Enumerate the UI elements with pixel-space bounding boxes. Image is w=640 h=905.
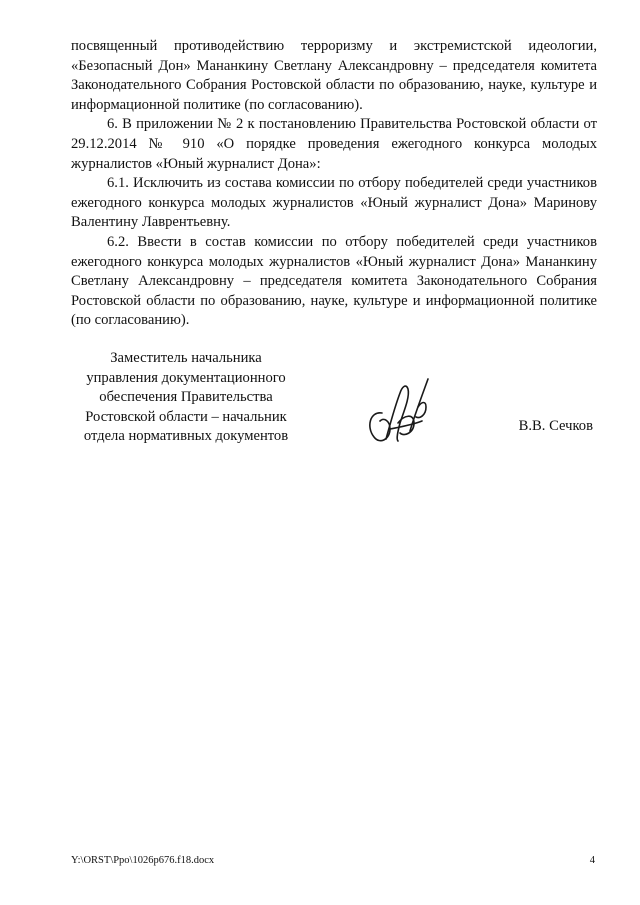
signatory-title-line: управления документационного [86, 369, 286, 386]
signatory-name: В.В. Сечков [518, 418, 593, 434]
signatory-title-line: отдела нормативных документов [83, 428, 289, 445]
document-body [71, 37, 597, 331]
paragraph-continuation: посвященный противодействию терроризму и экстремистской идеологии, «Безопасный Дон» Мананкину Светлану Александровну – председателя комитета Законодательного Собрания Ростовской области по образованию, науке, культуре и информационной политике (по согласованию). [71, 38, 597, 113]
paragraph-item-6: 6. В приложении № 2 к постановлению Правительства Ростовской области от 29.12.2014 № 910 «О порядке проведения ежегодного конкурса молодых журналистов «Юный журналист Дона»: [71, 116, 597, 172]
page-number: 4 [589, 855, 595, 866]
signatory-title-line: Заместитель начальника [110, 350, 262, 366]
signatory-title [66, 349, 306, 447]
signatory-title-line: обеспечения Правительства [99, 389, 273, 406]
paragraph-item-6-2: 6.2. Ввести в состав комиссии по отбору победителей среди участников ежегодного конкурса молодых журналистов «Юный журналист Дона» Мананкину Светлану Александровну – председателя комитета Законодательного Собрания Ростовской области по образованию, науке, культуре и информационной политике (по согласованию). [71, 233, 597, 329]
paragraph-item-6-1: 6.1. Исключить из состава комиссии по отбору победителей среди участников ежегодного конкурса молодых журналистов «Юный журналист Дона» Маринову Валентину Лаврентьевну. [71, 175, 597, 231]
signature-block [0, 349, 640, 469]
signatory-title-line: Ростовской области – начальник [85, 408, 287, 425]
handwritten-signature [360, 371, 440, 451]
file-path: Y:\ORST\Ppo\1026p676.f18.docx [71, 855, 215, 866]
